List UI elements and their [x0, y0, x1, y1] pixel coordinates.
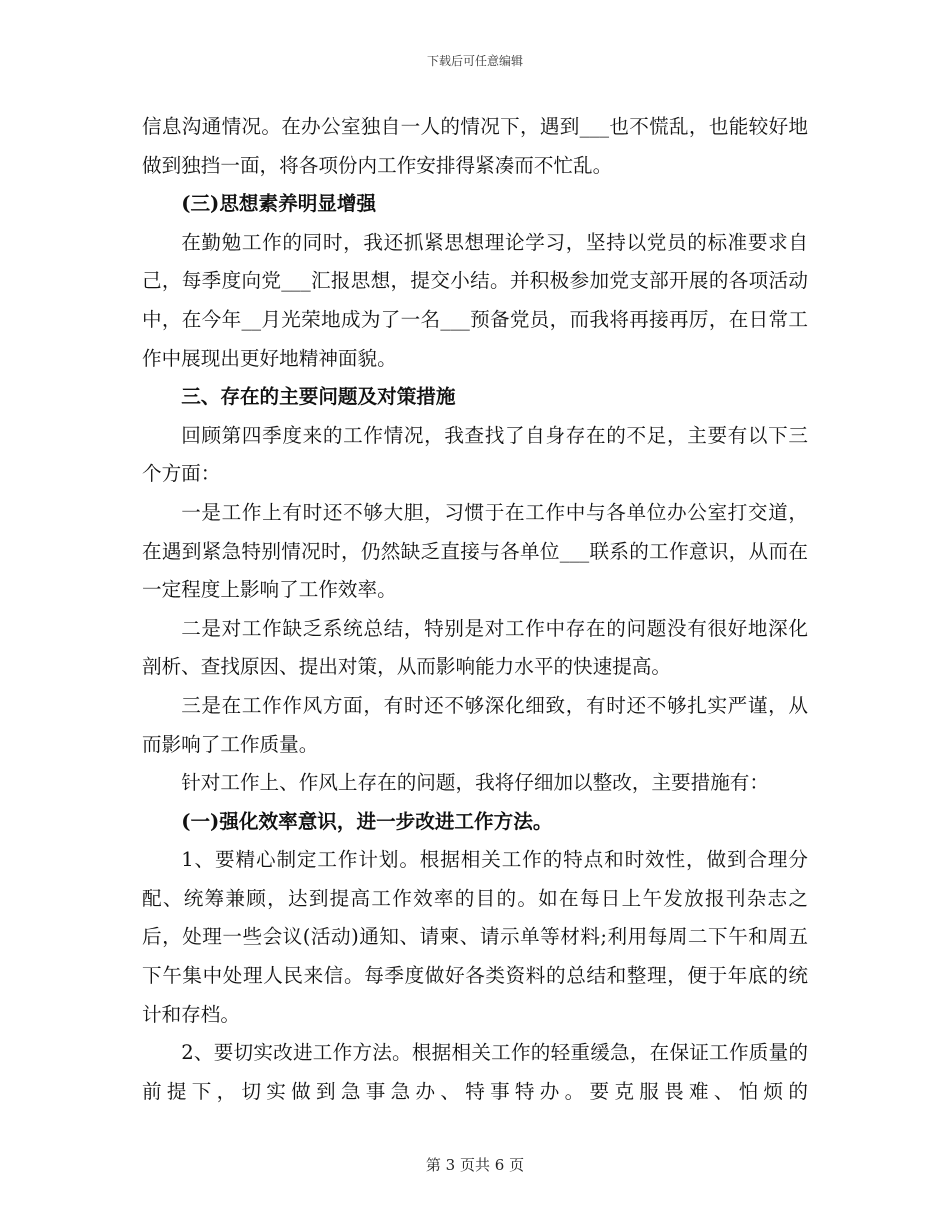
paragraph: 一是工作上有时还不够大胆，习惯于在工作中与各单位办公室打交道，在遇到紧急特别情况时，仍然缺乏直接与各单位___联系的工作意识，从而在一定程度上影响了工作效率。: [142, 500, 808, 602]
document-body: [142, 108, 808, 1111]
paragraph: 2、要切实改进工作方法。根据相关工作的轻重缓急，在保证工作质量的前提下，切实做到急事急办、特事特办。要克服畏难、怕烦的: [142, 1041, 808, 1103]
section-heading: 三、存在的主要问题及对策措施: [181, 385, 456, 409]
section-heading: (一)强化效率意识，进一步改进工作方法。: [181, 809, 553, 833]
section-heading: (三)思想素养明显增强: [181, 192, 377, 216]
paragraph: 信息沟通情况。在办公室独自一人的情况下，遇到___也不慌乱，也能较好地做到独挡一面，将各项份内工作安排得紧凑而不忙乱。: [142, 115, 808, 177]
paragraph: 1、要精心制定工作计划。根据相关工作的特点和时效性，做到合理分配、统筹兼顾，达到提高工作效率的目的。如在每日上午发放报刊杂志之后，处理一些会议(活动)通知、请柬、请示单等材料;利用每周二下午和周五下午集中处理人民来信。每季度做好各类资料的总结和整理，便于年底的统计和存档。: [142, 848, 808, 1026]
paragraph: 针对工作上、作风上存在的问题，我将仔细加以整改，主要措施有：: [181, 771, 769, 795]
paragraph: 回顾第四季度来的工作情况，我查找了自身存在的不足，主要有以下三个方面：: [142, 423, 808, 486]
page-header: 下载后可任意编辑: [426, 54, 523, 68]
paragraph: 二是对工作缺乏系统总结，特别是对工作中存在的问题没有很好地深化剖析、查找原因、提出对策，从而影响能力水平的快速提高。: [142, 616, 808, 679]
page-footer: 第 3 页共 6 页: [425, 1156, 525, 1174]
paragraph: 三是在工作作风方面，有时还不够深化细致，有时还不够扎实严谨，从而影响了工作质量。: [142, 693, 808, 756]
paragraph: 在勤勉工作的同时，我还抓紧思想理论学习，坚持以党员的标准要求自己，每季度向党___汇报思想，提交小结。并积极参加党支部开展的各项活动中，在今年__月光荣地成为了一名___预备党员，而我将再接再厉，在日常工作中展现出更好地精神面貌。: [142, 230, 808, 370]
